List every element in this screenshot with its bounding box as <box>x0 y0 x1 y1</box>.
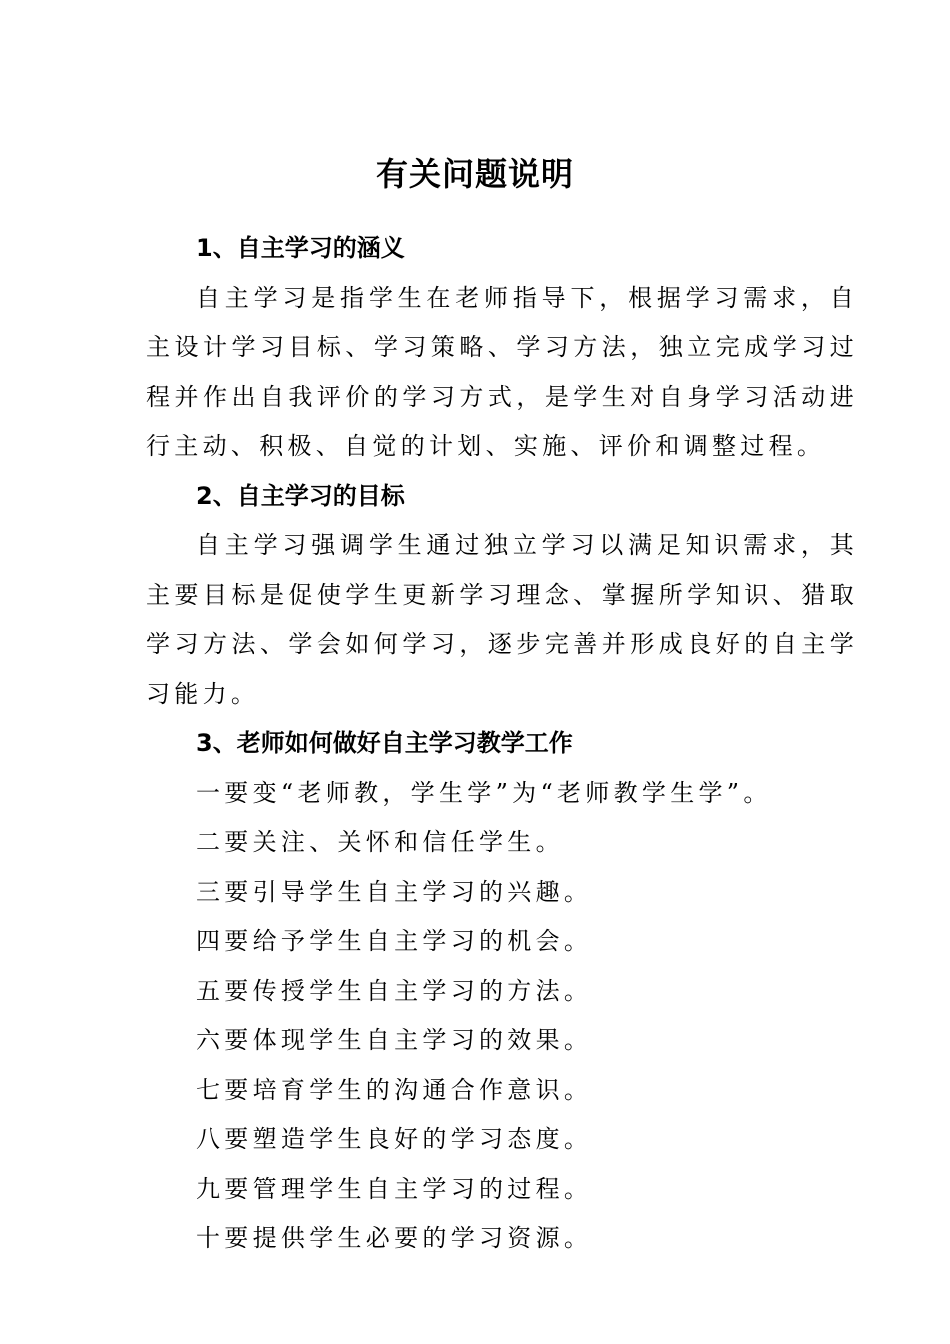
list-item: 十要提供学生必要的学习资源。 <box>196 1224 593 1252</box>
section-heading-3: 3、老师如何做好自主学习教学工作 <box>196 729 573 757</box>
section-paragraph-2: 自主学习强调学生通过独立学习以满足知识需求，其主要目标是促使学生更新学习理念、掌握所学知识、猎取学习方法、学会如何学习，逐步完善并形成良好的自主学习能力。 <box>146 531 858 708</box>
list-item: 三要引导学生自主学习的兴趣。 <box>196 877 593 906</box>
section-paragraph-1: 自主学习是指学生在老师指导下，根据学习需求，自主设计学习目标、学习策略、学习方法，独立完成学习过程并作出自我评价的学习方式，是学生对自身学习活动进行主动、积极、自觉的计划、实施、评价和调整过程。 <box>146 283 858 460</box>
list-item: 八要塑造学生良好的学习态度。 <box>196 1125 593 1153</box>
section-heading-2: 2、自主学习的目标 <box>196 481 405 510</box>
list-item: 二要关注、关怀和信任学生。 <box>196 828 564 856</box>
list-item: 一要变“老师教，学生学”为“老师教学生学”。 <box>196 778 772 807</box>
list-item: 五要传授学生自主学习的方法。 <box>196 976 593 1005</box>
document-body <box>146 224 858 1264</box>
list-item: 九要管理学生自主学习的过程。 <box>196 1174 593 1203</box>
section-heading-1: 1、自主学习的涵义 <box>196 234 405 262</box>
document-title: 有关问题说明 <box>375 155 574 193</box>
list-item: 六要体现学生自主学习的效果。 <box>196 1026 593 1054</box>
list-item: 四要给予学生自主学习的机会。 <box>196 927 593 955</box>
list-item: 七要培育学生的沟通合作意识。 <box>196 1075 593 1104</box>
